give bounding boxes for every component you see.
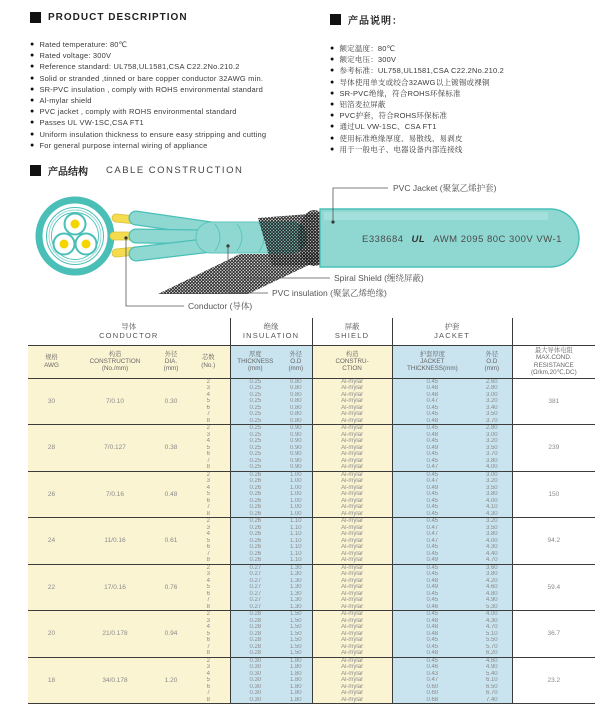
spec-row-awg-30	[28, 378, 595, 425]
bullet-item	[30, 73, 320, 84]
subheader-dia: 外径 DIA. (mm)	[155, 345, 187, 378]
dia-cell: 0.61	[155, 518, 187, 565]
bullet-item	[330, 110, 595, 121]
bullet-item	[30, 106, 320, 117]
bullet-item	[330, 54, 595, 65]
bullet-text: Passes UL VW-1SC,CSA FT1	[39, 118, 144, 128]
cores-cell: 2 3 4 5 6 7 8	[187, 657, 230, 704]
jacket-od-cell: 4.00 4.30 4.70 5.10 5.50 5.70 6.20	[472, 611, 512, 658]
bullet-icon: ●	[30, 41, 35, 48]
cable-construction-diagram	[0, 176, 603, 318]
awg-cell: 22	[28, 564, 75, 611]
table-group-header-row	[28, 318, 595, 345]
resistance-cell: 59.4	[512, 564, 595, 611]
cable-cross-section	[39, 200, 111, 272]
jacket-thickness-cell: 0.45 0.47 0.47 0.47 0.45 0.45 0.49	[392, 518, 472, 565]
awg-cell: 30	[28, 378, 75, 425]
bullet-item	[330, 144, 595, 155]
table-sub-header-row	[28, 345, 595, 378]
construction-cell: 7/0.10	[75, 378, 155, 425]
bullet-text: For general purpose internal wiring of appliance	[39, 140, 208, 150]
bullet-text: SR-PVC insulation , comply with ROHS environmental standard	[39, 84, 263, 94]
subheader-jacket-thickness: 护套厚度 JACKET THICKNESS(mm)	[392, 345, 472, 378]
bullet-icon: ●	[30, 52, 35, 60]
section-title-text-cn: 产品说明：	[348, 16, 403, 27]
ins-thickness-cell: 0.25 0.25 0.25 0.25 0.25 0.25 0.25	[230, 425, 280, 472]
bullet-item	[330, 43, 595, 54]
dia-cell: 0.30	[155, 378, 187, 425]
jacket-thickness-cell: 0.45 0.48 0.48 0.47 0.45 0.45 0.48	[392, 378, 472, 425]
bullet-icon: ●	[330, 89, 335, 97]
bullet-icon: ●	[30, 97, 35, 105]
section-title-text: PRODUCT DESCRIPTION	[48, 12, 188, 23]
bullet-text: 导体使用单支或绞合32AWG以上镀锡或裸铜	[339, 77, 490, 87]
jacket-thickness-cell: 0.45 0.48 0.48 0.48 0.45 0.45 0.48	[392, 611, 472, 658]
ins-od-cell: 0.90 0.90 0.90 0.90 0.90 0.90 0.90	[280, 425, 312, 472]
bullet-text: PVC jacket , comply with ROHS environmental standard	[39, 107, 237, 117]
subheader-shield-construction: 构造 CONSTRU- CTION	[312, 345, 392, 378]
subheader-construction: 构造 CONSTRUCTION (No./mm)	[75, 345, 155, 378]
header-jacket-en: JACKET	[434, 331, 471, 341]
bullet-item	[330, 88, 595, 99]
cores-cell: 2 3 4 5 6 7 8	[187, 378, 230, 425]
construction-cell: 17/0.16	[75, 564, 155, 611]
bullet-text: 用于一般电子、电器设备内部连接线	[339, 144, 463, 154]
bullet-icon: ●	[30, 141, 35, 149]
shield-cell: Al-mylar Al-mylar Al-mylar Al-mylar Al-mylar Al-mylar Al-mylar	[312, 471, 392, 518]
spec-row-awg-26	[28, 471, 595, 518]
svg-text:PVC insulation (聚氯乙烯绝缘): PVC insulation (聚氯乙烯绝缘)	[272, 288, 387, 298]
bullet-icon: ●	[330, 67, 335, 75]
jacket-thickness-cell: 0.45 0.45 0.48 0.49 0.45 0.45 0.46	[392, 564, 472, 611]
product-description-cn-list	[330, 43, 595, 155]
cores-cell: 2 3 4 5 6 7 8	[187, 564, 230, 611]
jacket-od-cell: 4.60 4.90 5.40 6.10 6.50 6.70 7.40	[472, 657, 512, 704]
bullet-text: 额定电压：300V	[339, 55, 397, 65]
black-square-icon	[330, 14, 341, 25]
svg-text:Spiral Shield (缠绕屏蔽): Spiral Shield (缠绕屏蔽)	[334, 273, 424, 283]
bullet-icon: ●	[30, 74, 35, 82]
bullet-text: Al-mylar shield	[39, 96, 92, 106]
subheader-cores: 芯数 (No.)	[187, 345, 230, 378]
subheader-ins-od: 外径 O.D (mm)	[280, 345, 312, 378]
ins-od-cell: 1.50 1.50 1.50 1.50 1.50 1.50 1.50	[280, 611, 312, 658]
ul-cert-number: E338684	[362, 234, 404, 245]
bullet-text: Rated temperature: 80℃	[39, 40, 128, 49]
header-conductor-en: CONDUCTOR	[99, 331, 159, 341]
bullet-item	[30, 129, 320, 140]
bullet-text: Rated voltage: 300V	[39, 51, 112, 61]
jacket-od-cell: 3.20 3.50 3.80 4.00 4.30 4.40 4.70	[472, 518, 512, 565]
shield-cell: Al-mylar Al-mylar Al-mylar Al-mylar Al-mylar Al-mylar Al-mylar	[312, 425, 392, 472]
bullet-item	[30, 39, 320, 50]
jacket-thickness-cell: 0.45 0.47 0.49 0.45 0.45 0.45 0.45	[392, 471, 472, 518]
bullet-icon: ●	[30, 119, 35, 127]
dia-cell: 1.20	[155, 657, 187, 704]
bullet-text: 参考标准：UL758,UL1581,CSA C22.2No.210.2	[339, 66, 505, 76]
header-shield	[312, 318, 392, 345]
bullet-icon: ●	[330, 45, 335, 52]
bullet-text: Uniform insulation thickness to ensure easy stripping and cutting	[39, 129, 267, 139]
bullet-icon: ●	[330, 134, 335, 142]
bullet-icon: ●	[30, 130, 35, 138]
awg-cell: 28	[28, 425, 75, 472]
ins-thickness-cell: 0.26 0.26 0.26 0.26 0.26 0.26 0.26	[230, 471, 280, 518]
svg-text:Conductor (导体): Conductor (导体)	[188, 301, 253, 311]
bullet-item	[330, 99, 595, 110]
ins-od-cell: 0.80 0.80 0.80 0.80 0.80 0.80 0.80	[280, 378, 312, 425]
ins-thickness-cell: 0.27 0.27 0.27 0.27 0.27 0.27 0.27	[230, 564, 280, 611]
bullet-icon: ●	[330, 123, 335, 131]
construction-title-en: CABLE CONSTRUCTION	[106, 165, 244, 176]
resistance-cell: 23.2	[512, 657, 595, 704]
ins-thickness-cell: 0.28 0.28 0.28 0.28 0.28 0.28 0.28	[230, 611, 280, 658]
ins-thickness-cell: 0.26 0.26 0.26 0.26 0.26 0.26 0.26	[230, 518, 280, 565]
bullet-text: PVC护套，符合ROHS环保标准	[339, 111, 448, 121]
bullet-text: 通过UL VW-1SC、CSA FT1	[339, 122, 437, 132]
bullet-icon: ●	[330, 112, 335, 120]
product-description-title	[30, 12, 320, 23]
shield-cell: Al-mylar Al-mylar Al-mylar Al-mylar Al-mylar Al-mylar Al-mylar	[312, 378, 392, 425]
spec-row-awg-20	[28, 611, 595, 658]
ins-od-cell: 1.30 1.30 1.30 1.30 1.30 1.30 1.30	[280, 564, 312, 611]
cores-cell: 2 3 4 5 6 7 8	[187, 471, 230, 518]
dia-cell: 0.94	[155, 611, 187, 658]
header-resistance-spacer	[512, 318, 595, 345]
black-square-icon	[30, 165, 41, 176]
bullet-item	[30, 50, 320, 61]
bullet-icon: ●	[30, 63, 35, 71]
ins-od-cell: 1.00 1.00 1.00 1.00 1.00 1.00 1.00	[280, 471, 312, 518]
header-insulation	[230, 318, 312, 345]
awg-cell: 18	[28, 657, 75, 704]
bullet-text: 铝箔麦拉屏蔽	[339, 100, 386, 110]
construction-cell: 34/0.178	[75, 657, 155, 704]
bullet-text: 额定温度：80℃	[339, 44, 396, 53]
bullet-icon: ●	[330, 101, 335, 109]
black-square-icon	[30, 12, 41, 23]
bullet-icon: ●	[330, 145, 335, 153]
bullet-item	[30, 140, 320, 151]
ul-logo-mark: UL	[411, 234, 426, 245]
product-description-list	[30, 39, 320, 151]
jacket-od-cell: 3.60 3.80 4.20 4.60 4.80 4.90 5.30	[472, 564, 512, 611]
bullet-item	[30, 84, 320, 95]
awm-rating-text: AWM 2095 80C 300V VW-1	[433, 234, 562, 245]
jacket-print-text	[362, 234, 562, 245]
header-conductor-cn: 导体	[121, 322, 137, 332]
header-insulation-cn: 绝缘	[263, 322, 279, 332]
jacket-thickness-cell: 0.45 0.46 0.43 0.47 0.60 0.60 0.68	[392, 657, 472, 704]
resistance-cell: 381	[512, 378, 595, 425]
resistance-cell: 36.7	[512, 611, 595, 658]
product-description-cn-title	[330, 12, 595, 27]
ins-thickness-cell: 0.25 0.25 0.25 0.25 0.25 0.25 0.25	[230, 378, 280, 425]
header-jacket	[392, 318, 512, 345]
construction-cell: 21/0.178	[75, 611, 155, 658]
jacket-thickness-cell: 0.45 0.48 0.45 0.49 0.45 0.45 0.47	[392, 425, 472, 472]
shield-cell: Al-mylar Al-mylar Al-mylar Al-mylar Al-mylar Al-mylar Al-mylar	[312, 564, 392, 611]
cores-cell: 2 3 4 5 6 7 8	[187, 518, 230, 565]
dia-cell: 0.76	[155, 564, 187, 611]
construction-cell: 7/0.16	[75, 471, 155, 518]
cores-cell: 2 3 4 5 6 7 8	[187, 425, 230, 472]
jacket-od-cell: 2.60 2.80 3.00 3.20 3.40 3.50 3.70	[472, 378, 512, 425]
bullet-item	[330, 133, 595, 144]
ins-od-cell: 1.10 1.10 1.10 1.10 1.10 1.10 1.10	[280, 518, 312, 565]
product-description-cn-section	[330, 12, 595, 155]
resistance-cell: 239	[512, 425, 595, 472]
spec-table	[28, 318, 595, 704]
resistance-cell: 94.2	[512, 518, 595, 565]
resistance-cell: 150	[512, 471, 595, 518]
subheader-awg: 规格 AWG	[28, 345, 75, 378]
spec-row-awg-22	[28, 564, 595, 611]
bullet-item	[330, 65, 595, 76]
dia-cell: 0.38	[155, 425, 187, 472]
construction-cell: 7/0.127	[75, 425, 155, 472]
product-description-section	[30, 12, 320, 151]
bullet-text: Solid or stranded ,tinned or bare copper conductor 32AWG min.	[39, 73, 264, 83]
bullet-item	[30, 95, 320, 106]
awg-cell: 24	[28, 518, 75, 565]
spec-row-awg-28	[28, 425, 595, 472]
header-shield-cn: 屏蔽	[344, 322, 360, 332]
bullet-item	[30, 61, 320, 72]
header-conductor	[28, 318, 230, 345]
bullet-item	[330, 77, 595, 88]
bullet-icon: ●	[330, 78, 335, 86]
spec-row-awg-18	[28, 657, 595, 704]
subheader-ins-thickness: 厚度 THICKNESS (mm)	[230, 345, 280, 378]
ins-od-cell: 1.80 1.80 1.80 1.80 1.80 1.80 1.80	[280, 657, 312, 704]
awg-cell: 20	[28, 611, 75, 658]
bullet-item	[330, 121, 595, 132]
construction-title-cn: 产品结构	[48, 167, 88, 178]
subheader-resistance: 最大导体电阻 MAX.COND. RESISTANCE (Ω/km,20℃,DC)	[512, 345, 595, 378]
bullet-text: 使用标准绝缘厚度、易散线、易剥皮	[339, 133, 463, 143]
header-insulation-en: INSULATION	[242, 331, 300, 341]
shield-cell: Al-mylar Al-mylar Al-mylar Al-mylar Al-mylar Al-mylar Al-mylar	[312, 611, 392, 658]
bullet-text: SR-PVC绝缘，符合ROHS环保标准	[339, 88, 461, 98]
header-jacket-cn: 护套	[444, 322, 460, 332]
spec-row-awg-24	[28, 518, 595, 565]
awg-cell: 26	[28, 471, 75, 518]
header-shield-en: SHIELD	[334, 331, 370, 341]
bullet-icon: ●	[30, 85, 35, 93]
subheader-jacket-od: 外径 O.D (mm)	[472, 345, 512, 378]
jacket-od-cell: 2.80 3.00 3.20 3.50 3.70 3.80 4.00	[472, 425, 512, 472]
construction-cell: 11/0.16	[75, 518, 155, 565]
shield-cell: Al-mylar Al-mylar Al-mylar Al-mylar Al-mylar Al-mylar Al-mylar	[312, 518, 392, 565]
bullet-item	[30, 117, 320, 128]
shield-cell: Al-mylar Al-mylar Al-mylar Al-mylar Al-mylar Al-mylar Al-mylar	[312, 657, 392, 704]
bullet-text: Reference standard: UL758,UL1581,CSA C22.2No.210.2	[39, 62, 240, 72]
jacket-od-cell: 3.00 3.20 3.50 3.80 4.00 4.10 4.30	[472, 471, 512, 518]
svg-text:PVC Jacket (聚氯乙烯护套): PVC Jacket (聚氯乙烯护套)	[393, 183, 497, 193]
cores-cell: 2 3 4 5 6 7 8	[187, 611, 230, 658]
bullet-icon: ●	[330, 56, 335, 64]
dia-cell: 0.48	[155, 471, 187, 518]
bullet-icon: ●	[30, 108, 35, 116]
ins-thickness-cell: 0.30 0.30 0.30 0.30 0.30 0.30 0.30	[230, 657, 280, 704]
